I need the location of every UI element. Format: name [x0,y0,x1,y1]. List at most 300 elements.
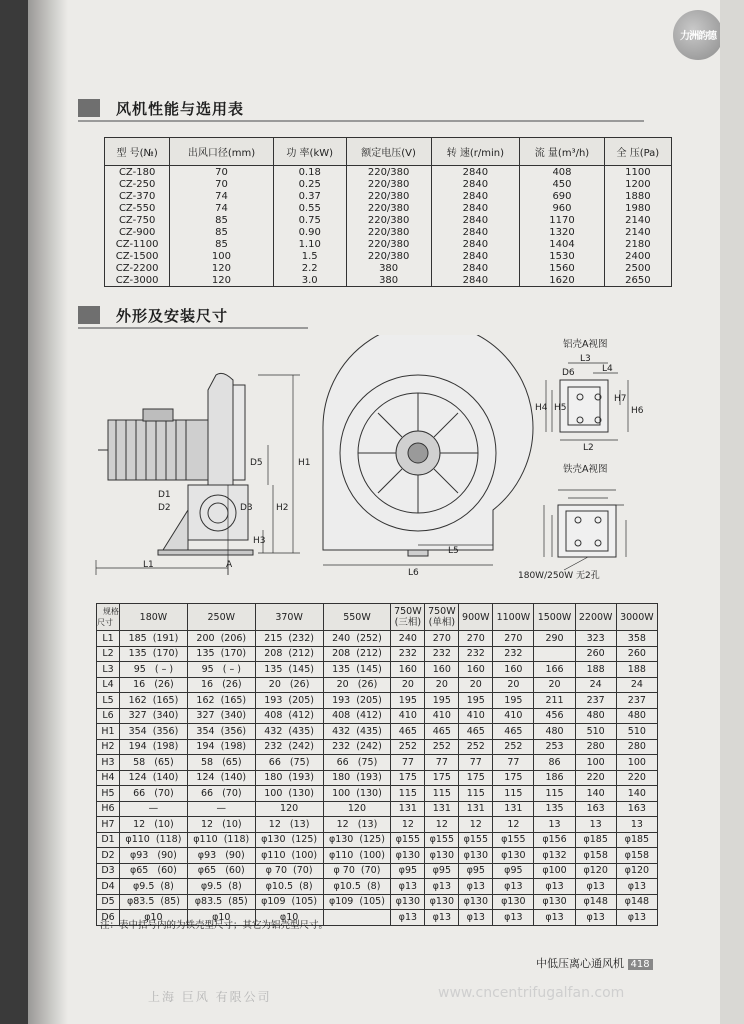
table-cell: φ130 [391,894,425,910]
table-cell: 465 [459,724,493,740]
table-cell: 100 [575,755,616,771]
table-cell: 3.0 [273,274,346,287]
table-cell: 354 (356) [187,724,255,740]
row-label: D1 [97,832,120,848]
table-cell: 2840 [431,166,520,179]
bottom-company-text: 上海 巨风 有限公司 [148,990,272,1004]
table-cell: 253 [534,739,575,755]
table-cell: 166 [534,662,575,678]
table-cell: 135 [534,801,575,817]
table-cell: 220/380 [346,190,431,202]
table-cell: CZ-1100 [105,238,170,250]
table-header-row [105,138,672,166]
table-cell: 1404 [520,238,605,250]
table-cell: 135 (170) [120,646,188,662]
table-cell: φ95 [459,863,493,879]
table-header-row [97,604,658,631]
heading-marker [78,99,100,117]
table-cell: 270 [493,631,534,647]
bottom-watermark-url: www.cncentrifugalfan.com [438,985,625,1001]
table-cell: 2840 [431,178,520,190]
table-row [97,832,658,848]
table-cell: 175 [391,770,425,786]
table-row [105,214,672,226]
table-cell: φ130 (125) [323,832,391,848]
table-cell: 480 [575,708,616,724]
table-cell: 175 [459,770,493,786]
table-cell: φ100 [534,863,575,879]
table-cell: 16 (26) [187,677,255,693]
table-cell: 2840 [431,262,520,274]
table-cell: 0.37 [273,190,346,202]
dim-label-d5: D5 [250,458,263,468]
table-cell: 185 (191) [120,631,188,647]
dim-label-h2: H2 [276,503,289,513]
table-cell: 358 [616,631,657,647]
table-cell: φ155 [493,832,534,848]
table-cell: φ120 [616,863,657,879]
table-cell: 252 [459,739,493,755]
corner-bottom: 尺寸 [97,618,113,627]
table-cell: 13 [534,817,575,833]
table-cell: 163 [575,801,616,817]
table-cell: 180 (193) [255,770,323,786]
fe-view-note: 180W/250W 无2孔 [518,571,600,581]
table-cell: 160 [493,662,534,678]
dim-label-h3: H3 [253,536,266,546]
table-cell: 160 [425,662,459,678]
table-cell: 510 [616,724,657,740]
table-cell: 220/380 [346,178,431,190]
table-cell: 115 [493,786,534,802]
table-cell: 194 (198) [187,739,255,755]
column-header: 1500W [534,604,575,631]
table-cell: 2840 [431,190,520,202]
table-cell: φ9.5 (8) [120,879,188,895]
table-cell: 1880 [604,190,671,202]
table-cell: φ185 [616,832,657,848]
table-cell: 260 [575,646,616,662]
table-cell: 290 [534,631,575,647]
corner-cell [97,604,120,631]
table-cell: φ13 [493,910,534,926]
table-row [105,166,672,179]
table-row [105,202,672,214]
table-cell: 252 [425,739,459,755]
table-cell: 20 [425,677,459,693]
table-cell: 58 (65) [187,755,255,771]
table-cell: φ130 (125) [255,832,323,848]
table-cell: 188 [616,662,657,678]
table-row [97,662,658,678]
column-header: 550W [323,604,391,631]
table-cell: φ130 [534,894,575,910]
table-cell: φ95 [425,863,459,879]
performance-table [104,137,672,287]
dim-label-h1: H1 [298,458,311,468]
table-cell: CZ-900 [105,226,170,238]
table-cell: 77 [425,755,459,771]
table-cell: — [187,801,255,817]
table-cell: 1.10 [273,238,346,250]
table-cell: 232 (242) [323,739,391,755]
dim-label-h5: H5 [554,403,567,413]
table-cell: 175 [425,770,459,786]
dim-label-l2: L2 [583,443,594,453]
table-cell: 2140 [604,214,671,226]
row-label: L3 [97,662,120,678]
table-row [97,677,658,693]
table-cell: 232 [391,646,425,662]
table-cell: 131 [459,801,493,817]
table-row [97,693,658,709]
table-cell: φ93 (90) [187,848,255,864]
table-row [97,724,658,740]
table-cell: 237 [575,693,616,709]
side-view-motor [98,409,208,480]
table-cell: 465 [425,724,459,740]
table-cell: 12 [493,817,534,833]
table-cell: 323 [575,631,616,647]
table-cell: φ110 (100) [255,848,323,864]
table-cell: 12 (10) [120,817,188,833]
table-cell: 2400 [604,250,671,262]
row-label: L2 [97,646,120,662]
table-cell: φ13 [534,879,575,895]
table-cell: φ83.5 (85) [187,894,255,910]
page-footer [536,955,653,971]
table-cell: 0.25 [273,178,346,190]
table-cell: 74 [170,202,273,214]
table-cell: 20 [459,677,493,693]
table-cell: 100 [170,250,273,262]
table-cell: φ65 (60) [187,863,255,879]
table-cell: 12 (13) [255,817,323,833]
table-cell: 140 [575,786,616,802]
table-cell: 1100 [604,166,671,179]
column-header: 型 号(№) [105,138,170,166]
table-cell: φ13 [459,910,493,926]
table-cell: CZ-2200 [105,262,170,274]
table-cell: φ130 [391,848,425,864]
table-cell: CZ-550 [105,202,170,214]
table-cell: 220/380 [346,202,431,214]
table-row [97,786,658,802]
table-cell: 195 [459,693,493,709]
dim-label-h4: H4 [535,403,548,413]
table-cell: φ13 [575,879,616,895]
table-cell: φ155 [391,832,425,848]
table-cell: 408 [520,166,605,179]
table-cell: 2500 [604,262,671,274]
table-cell: 232 [425,646,459,662]
table-cell: 163 [616,801,657,817]
table-cell: 240 (252) [323,631,391,647]
table-cell: 12 [425,817,459,833]
table-cell: 160 [391,662,425,678]
table-cell: CZ-750 [105,214,170,226]
table-cell: 20 [391,677,425,693]
table-row [97,817,658,833]
table-cell: 456 [534,708,575,724]
table-cell: 16 (26) [120,677,188,693]
table-cell: φ132 [534,848,575,864]
table-cell: 135 (145) [255,662,323,678]
table-cell: 0.55 [273,202,346,214]
table-cell: 115 [391,786,425,802]
table-cell: 220/380 [346,250,431,262]
table-cell: 215 (232) [255,631,323,647]
table-cell: 100 (130) [323,786,391,802]
table-cell: φ130 [425,848,459,864]
table-cell: φ158 [616,848,657,864]
table-cell: φ10 [255,910,323,926]
table-cell: 20 (26) [323,677,391,693]
table-cell: φ155 [425,832,459,848]
table-cell: φ148 [575,894,616,910]
table-cell: 232 [493,646,534,662]
table-cell: 510 [575,724,616,740]
row-label: H2 [97,739,120,755]
table-cell: 1530 [520,250,605,262]
table-cell: 180 (193) [323,770,391,786]
row-label: D3 [97,863,120,879]
row-label: D6 [97,910,120,926]
row-label: L4 [97,677,120,693]
column-header: 900W [459,604,493,631]
table-cell: 1.5 [273,250,346,262]
table-cell: 77 [459,755,493,771]
table-row [97,879,658,895]
row-label: H5 [97,786,120,802]
table-cell: 354 (356) [120,724,188,740]
table-row [105,190,672,202]
row-label: H3 [97,755,120,771]
table-cell: 200 (206) [187,631,255,647]
table-cell: 160 [459,662,493,678]
table-cell: 2650 [604,274,671,287]
table-cell: 0.75 [273,214,346,226]
table-cell: 327 (340) [120,708,188,724]
table-cell: φ13 [391,910,425,926]
column-header: 额定电压(V) [346,138,431,166]
row-label: H4 [97,770,120,786]
table-cell: 408 (412) [323,708,391,724]
table-cell: φ13 [391,879,425,895]
al-view-title: 铝壳A视图 [563,339,608,350]
table-cell: φ95 [391,863,425,879]
row-label: D2 [97,848,120,864]
table-cell: CZ-180 [105,166,170,179]
table-cell: 280 [616,739,657,755]
row-label: L6 [97,708,120,724]
table-cell: φ13 [575,910,616,926]
table-cell: φ13 [616,879,657,895]
table-cell: 131 [425,801,459,817]
table-cell: 270 [459,631,493,647]
column-header: 180W [120,604,188,631]
table-cell: φ10 [120,910,188,926]
table-cell: φ130 [493,894,534,910]
section-title-dimensions: 外形及安装尺寸 [116,306,229,325]
table-cell: CZ-3000 [105,274,170,287]
table-cell: 410 [391,708,425,724]
table-row [105,274,672,287]
table-row [97,770,658,786]
table-cell: 20 (26) [255,677,323,693]
table-cell: 95 ( – ) [120,662,188,678]
table-cell: 465 [493,724,534,740]
table-cell: 195 [493,693,534,709]
table-cell: 135 (170) [187,646,255,662]
table-cell: 77 [391,755,425,771]
row-label: D5 [97,894,120,910]
table-cell: 0.18 [273,166,346,179]
table-cell: 195 [391,693,425,709]
table-cell: φ10 [187,910,255,926]
table-row [97,894,658,910]
dim-label-d6: D6 [562,368,575,378]
table-cell: 70 [170,178,273,190]
table-cell: 66 (75) [323,755,391,771]
table-cell: 74 [170,190,273,202]
table-cell: φ158 [575,848,616,864]
row-label: L5 [97,693,120,709]
table-cell: 195 [425,693,459,709]
dim-label-l1: L1 [143,560,154,570]
table-cell: 95 ( – ) [187,662,255,678]
section-heading-dimensions [78,305,228,325]
table-cell: 211 [534,693,575,709]
table-cell: 193 (205) [255,693,323,709]
table-cell: CZ-370 [105,190,170,202]
column-header: 750W (单相) [425,604,459,631]
table-cell: 186 [534,770,575,786]
table-row [105,226,672,238]
table-cell: 1170 [520,214,605,226]
table-cell: 380 [346,274,431,287]
table-cell: 120 [170,262,273,274]
table-cell: 70 [170,166,273,179]
table-cell: 0.90 [273,226,346,238]
table-cell: 690 [520,190,605,202]
table-cell: 85 [170,214,273,226]
footer-title: 中低压离心通风机 [536,957,624,970]
table-note: 注：表中括号内的为铁壳型尺寸；其它为铝壳型尺寸。 [100,920,329,931]
table-cell: CZ-1500 [105,250,170,262]
table-cell: 66 (75) [255,755,323,771]
table-cell: 1200 [604,178,671,190]
table-cell: φ120 [575,863,616,879]
table-cell: 12 [391,817,425,833]
row-label: L1 [97,631,120,647]
table-cell: φ13 [493,879,534,895]
table-row [97,646,658,662]
column-header: 2200W [575,604,616,631]
table-cell: 408 (412) [255,708,323,724]
table-cell: φ109 (105) [323,894,391,910]
table-cell: 220/380 [346,238,431,250]
table-cell: 220/380 [346,226,431,238]
catalog-page [28,0,720,1024]
column-header: 370W [255,604,323,631]
table-cell: 120 [255,801,323,817]
table-cell: 193 (205) [323,693,391,709]
table-row [105,262,672,274]
table-cell: 232 [459,646,493,662]
table-cell: 77 [493,755,534,771]
column-header: 3000W [616,604,657,631]
table-cell: 66 (70) [187,786,255,802]
table-cell: 12 (10) [187,817,255,833]
table-cell: 20 [493,677,534,693]
table-cell: 120 [170,274,273,287]
table-cell: 131 [391,801,425,817]
table-cell: φ155 [459,832,493,848]
column-header: 250W [187,604,255,631]
table-cell: φ65 (60) [120,863,188,879]
next-page-edge [720,0,744,1024]
fan-dimension-drawing [68,335,658,595]
table-cell: 2180 [604,238,671,250]
table-cell: 1320 [520,226,605,238]
front-view-housing [323,335,533,565]
table-cell: φ10.5 (8) [323,879,391,895]
table-cell: φ130 [493,848,534,864]
table-cell: 432 (435) [255,724,323,740]
table-cell: 1560 [520,262,605,274]
table-cell: 20 [534,677,575,693]
column-header: 1100W [493,604,534,631]
column-header: 转 速(r/min) [431,138,520,166]
table-cell: 85 [170,226,273,238]
table-cell: 450 [520,178,605,190]
section-heading-performance [78,98,244,118]
table-cell: — [120,801,188,817]
table-cell: φ 70 (70) [323,863,391,879]
dim-label-d3: D3 [240,503,253,513]
table-cell [323,910,391,926]
table-cell: 131 [493,801,534,817]
section-divider [78,327,308,329]
table-cell: 115 [425,786,459,802]
table-cell: 12 [459,817,493,833]
row-label: H7 [97,817,120,833]
table-cell: 124 (140) [187,770,255,786]
table-cell: 115 [459,786,493,802]
table-row [97,631,658,647]
table-cell: 13 [575,817,616,833]
table-cell: 380 [346,262,431,274]
table-cell: φ9.5 (8) [187,879,255,895]
table-row [105,178,672,190]
table-cell: 2840 [431,226,520,238]
dim-label-l6: L6 [408,568,419,578]
table-row [97,708,658,724]
column-header: 出风口径(mm) [170,138,273,166]
table-cell: 240 [391,631,425,647]
table-cell: φ148 [616,894,657,910]
table-cell: φ185 [575,832,616,848]
corner-top: 规格 [103,607,119,616]
table-cell: 410 [459,708,493,724]
dim-label-d1: D1 [158,490,171,500]
table-cell: 252 [391,739,425,755]
table-cell: 24 [616,677,657,693]
heading-marker [78,306,100,324]
table-cell: φ130 [425,894,459,910]
table-cell: 2.2 [273,262,346,274]
